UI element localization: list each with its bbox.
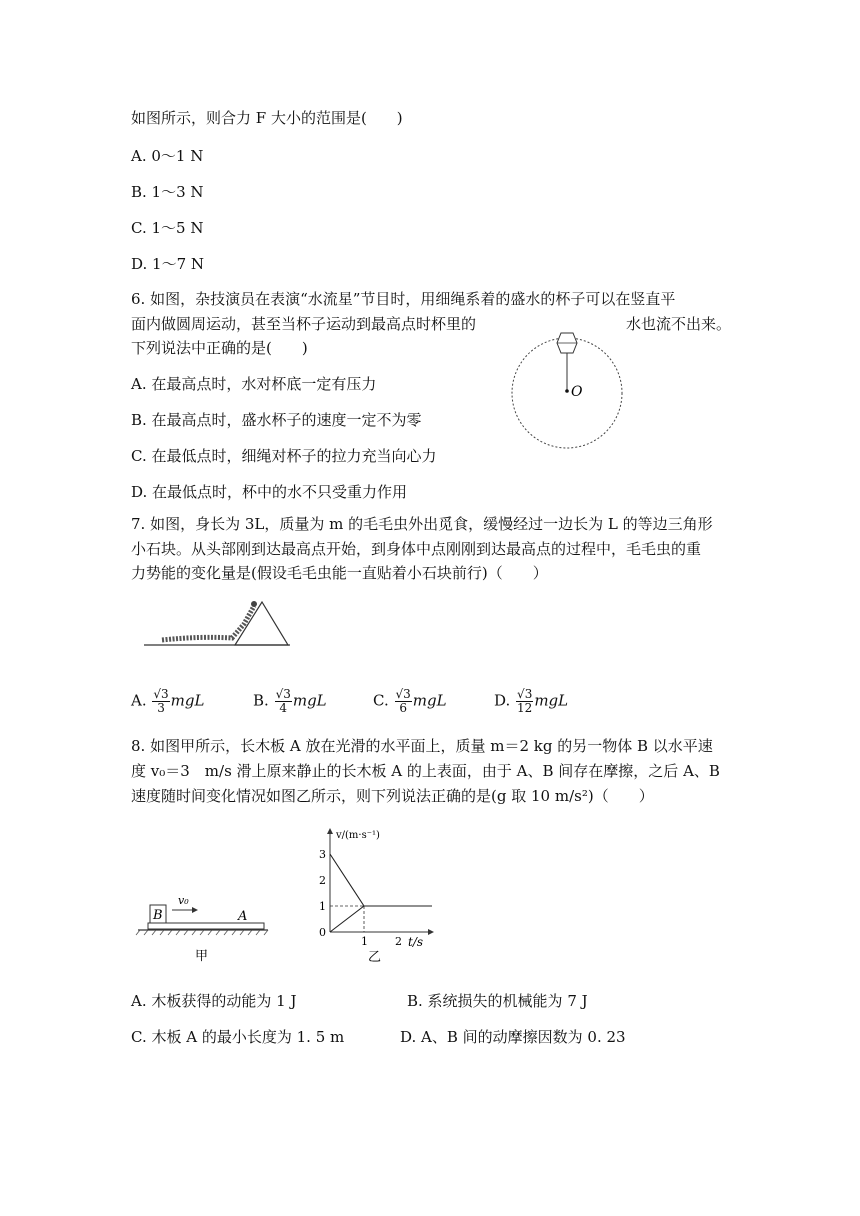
q7-line3: 力势能的变化量是(假设毛毛虫能一直贴着小石块前行)（ ） [131, 564, 548, 582]
q7-caterpillar-figure [140, 594, 300, 654]
x-tick-label: 1 [361, 935, 368, 948]
q8-line1: 8. 如图甲所示，长木板 A 放在光滑的水平面上，质量 m＝2 kg 的另一物体 B 以水平速 [131, 737, 713, 755]
q8-line3: 速度随时间变化情况如图乙所示，则下列说法正确的是(g 取 10 m/s²)（ ） [131, 787, 654, 805]
fraction: $\frac{√3}{4}$ [275, 687, 291, 715]
fraction: $\frac{√3}{12}$ [517, 687, 533, 715]
center-point [565, 389, 569, 393]
q8-option-a: A. 木板获得的动能为 1 J [131, 992, 297, 1010]
q6-option-d: D. 在最低点时，杯中的水不只受重力作用 [131, 483, 408, 501]
fig-yi-caption: 乙 [368, 950, 382, 964]
q6-line2b: 水也流不出来。 [626, 315, 732, 333]
x-axis-label: t/s [408, 935, 424, 949]
q7-line1: 7. 如图，身长为 3L，质量为 m 的毛毛虫外出觅食，缓慢经过一边长为 L 的等边三角形 [131, 515, 713, 533]
floor-hatch [136, 930, 268, 935]
q6-line2a: 面内做圆周运动，甚至当杯子运动到最高点时杯里的 [131, 315, 477, 333]
x-tick-label: 2 [395, 935, 402, 948]
center-label: O [571, 384, 583, 400]
q7-line2: 小石块。从头部刚到达最高点开始，到身体中点刚刚到达最高点的过程中，毛毛虫的重 [131, 540, 702, 558]
q5-stem: 如图所示，则合力 F 大小的范围是( ) [131, 109, 403, 127]
q7-option-c: C. $\frac{√3}{6}$ mgL [373, 687, 447, 715]
q7-option-b: B. $\frac{√3}{4}$ mgL [253, 687, 327, 715]
caterpillar-body [162, 606, 254, 640]
svg-text:v₀: v₀ [178, 894, 189, 907]
q8-option-b: B. 系统损失的机械能为 7 J [407, 992, 588, 1010]
q7-option-d: D. $\frac{√3}{12}$ mgL [494, 687, 569, 715]
y-tick-label: 1 [319, 900, 326, 913]
q6-line3: 下列说法中正确的是( ) [131, 339, 308, 357]
fig-jia-caption: 甲 [195, 949, 209, 964]
svg-text:A: A [238, 909, 248, 924]
q6-option-b: B. 在最高点时，盛水杯子的速度一定不为零 [131, 411, 422, 429]
q8-fig-jia [134, 890, 274, 970]
q5-option-a: A. 0～1 N [131, 147, 204, 165]
q5-option-d: D. 1～7 N [131, 255, 205, 273]
y-axis-label: v/(m·s⁻¹) [336, 830, 380, 841]
q8-option-d: D. A、B 间的动摩擦因数为 0. 23 [400, 1028, 626, 1046]
q6-option-c: C. 在最低点时，细绳对杯子的拉力充当向心力 [131, 447, 437, 465]
y-tick-label: 0 [319, 926, 326, 939]
fraction: $\frac{√3}{3}$ [153, 687, 169, 715]
q6-option-a: A. 在最高点时，水对杯底一定有压力 [131, 375, 377, 393]
q6-circle-figure [508, 325, 640, 475]
caterpillar-head [251, 601, 257, 607]
q8-fig-yi-chart [310, 824, 440, 964]
y-tick-label: 2 [319, 874, 326, 887]
y-tick-label: 3 [319, 848, 326, 861]
q6-line1: 6. 如图，杂技演员在表演“水流星”节目时，用细绳系着的盛水的杯子可以在竖直平 [131, 290, 676, 308]
q8-option-c: C. 木板 A 的最小长度为 1. 5 m [131, 1028, 345, 1046]
series-line-1 [330, 854, 432, 906]
q7-option-a: A. $\frac{√3}{3}$ mgL [131, 687, 205, 715]
q8-line2: 度 v₀＝3 m/s 滑上原来静止的长木板 A 的上表面，由于 A、B 间存在摩擦，之后 A、B [131, 762, 720, 780]
q5-option-b: B. 1～3 N [131, 183, 204, 201]
fraction: $\frac{√3}{6}$ [395, 687, 411, 715]
q5-option-c: C. 1～5 N [131, 219, 204, 237]
series-line-2 [330, 906, 432, 932]
svg-text:B: B [153, 908, 163, 923]
